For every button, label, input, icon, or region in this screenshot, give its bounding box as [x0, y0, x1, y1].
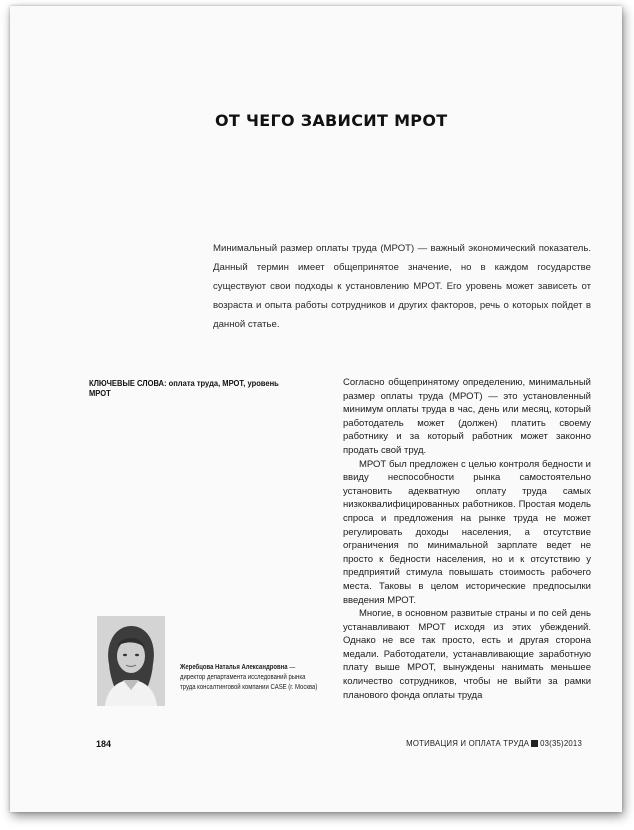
- author-caption: [180, 663, 320, 693]
- article-body: [343, 376, 591, 702]
- magazine-page: [10, 6, 622, 812]
- square-bullet-icon: [531, 740, 538, 747]
- author-description: — директор департамента исследований рынка труда консалтинговой компании CASE (г. Москва): [180, 664, 318, 691]
- author-portrait-icon: [97, 616, 165, 706]
- page-number: 184: [96, 739, 112, 749]
- article-lead: Минимальный размер оплаты труда (МРОТ) — важный экономический показатель. Данный термин имеет общепринятое значение, но в каждом государстве существуют свои подходы к установлению МРОТ. Его уровень может зависеть от возраста и опыта работы сотрудников и других факторов, речь о которых пойдет в данной статье.: [213, 243, 591, 330]
- keywords: КЛЮЧЕВЫЕ СЛОВА: оплата труда, МРОТ, уровень МРОТ: [89, 378, 279, 398]
- body-paragraph-1: Согласно общепринятому определению, минимальный размер оплаты труда (МРОТ) — это установленный минимум оплаты труда в час, день или месяц, который работодатель может (должен) платить своему работнику и за который работник может законно продать свой труд.: [343, 377, 591, 456]
- journal-footer: [406, 739, 582, 748]
- journal-issue: 03(35)2013: [540, 739, 582, 748]
- article-title: ОТ ЧЕГО ЗАВИСИТ МРОТ: [215, 111, 448, 130]
- author-photo: [97, 616, 165, 706]
- journal-name: МОТИВАЦИЯ И ОПЛАТА ТРУДА: [406, 739, 530, 748]
- body-paragraph-3: Многие, в основном развитые страны и по сей день устанавливают МРОТ исходя из этих убеждений. Однако не все так просто, есть и другая сторона медали. Работодатели, устанавливающие заработную плату выше МРОТ, вынуждены нанимать меньшее количество сотрудников, чтобы не выйти за рамки планового фонда оплаты труда: [343, 608, 591, 701]
- body-paragraph-2: МРОТ был предложен с целью контроля бедности и ввиду неспособности рынка самостоятельно установить адекватную оплату труда самых низкоквалифицированных работников. Простая модель спроса и предложения на рынке труда не может регулировать доходы населения, а отсутствие ограничения по минимальной зарплате ведет не просто к бедности населения, но и к отсутствию у предприятий стимула повышать стоимость рабочего места. Таковы в целом исторические предпосылки введения МРОТ.: [343, 458, 591, 606]
- author-name: Жеребцова Наталья Александровна: [180, 664, 288, 671]
